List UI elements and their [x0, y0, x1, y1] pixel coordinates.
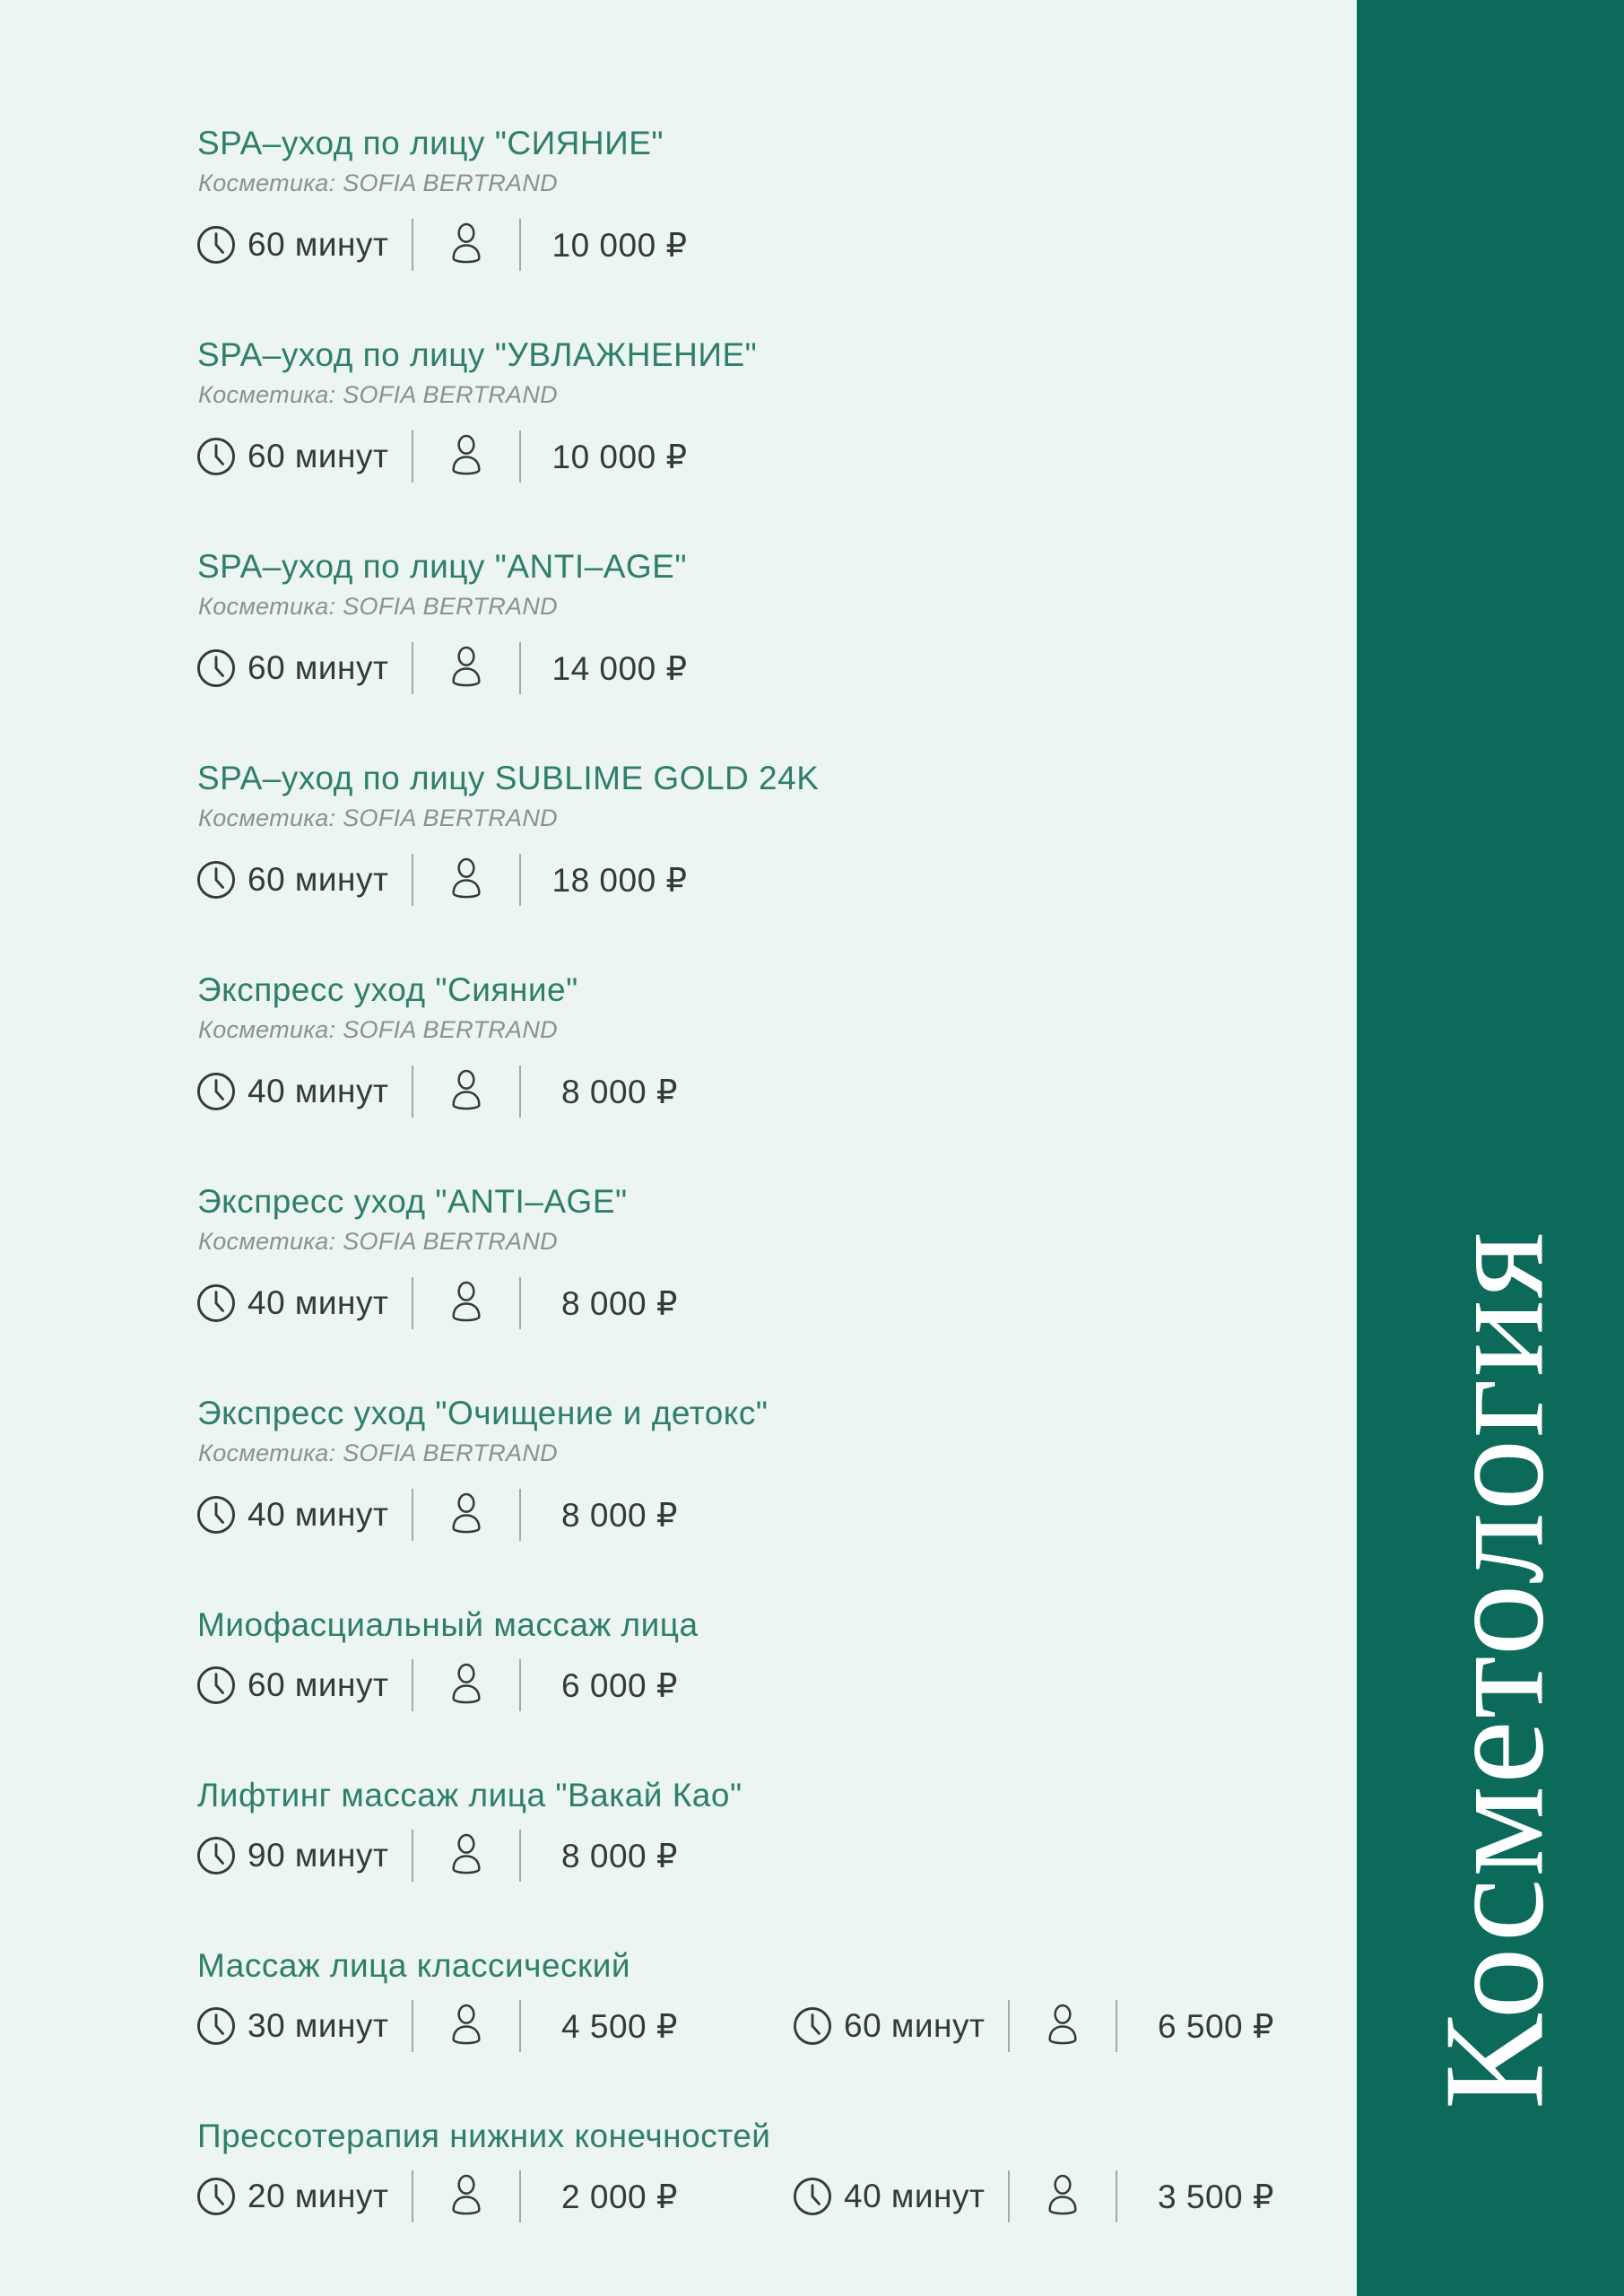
service-options-row [195, 1487, 1370, 1543]
service-option [195, 1064, 718, 1119]
service-option [195, 1998, 718, 2054]
price-label: 8 000 ₽ [561, 1284, 678, 1322]
service-title: SPA–уход по лицу SUBLIME GOLD 24K [197, 760, 820, 796]
service-options-row [195, 852, 1370, 908]
person-icon [413, 222, 519, 268]
duration-label: 60 минут [844, 2007, 986, 2044]
person-icon [413, 1280, 519, 1326]
service-subtitle: Косметика: SOFIA BERTRAND [198, 1439, 558, 1466]
clock-icon [195, 859, 237, 900]
duration-label: 20 минут [248, 2178, 389, 2214]
duration-label: 60 минут [248, 861, 389, 898]
person-icon [413, 433, 519, 480]
clock-icon [195, 2005, 237, 2047]
person-icon [413, 1832, 519, 1879]
duration-label: 60 минут [248, 438, 389, 474]
service-title: Экспресс уход "ANTI–AGE" [197, 1183, 628, 1220]
service-item [195, 970, 1370, 1119]
person-icon [413, 2003, 519, 2049]
service-title: Миофасциальный массаж лица [197, 1606, 699, 1643]
person-icon [1010, 2003, 1116, 2049]
service-list [195, 124, 1370, 2287]
price-label: 6 000 ₽ [561, 1666, 678, 1704]
service-item [195, 1946, 1370, 2054]
service-title: Прессотерапия нижних конечностей [197, 2118, 771, 2154]
clock-icon [195, 2176, 237, 2217]
clock-icon [195, 1283, 237, 1324]
service-option [195, 640, 718, 696]
service-subtitle: Косметика: SOFIA BERTRAND [198, 170, 558, 196]
price-label: 3 500 ₽ [1158, 2178, 1274, 2215]
service-option [195, 217, 718, 273]
service-subtitle: Косметика: SOFIA BERTRAND [198, 381, 558, 408]
price-label: 14 000 ₽ [551, 649, 688, 687]
service-options-row [195, 217, 1370, 273]
service-item [195, 547, 1370, 696]
service-options-row [195, 1998, 1370, 2054]
service-options-row [195, 640, 1370, 696]
price-label: 2 000 ₽ [561, 2178, 678, 2215]
service-item [195, 759, 1370, 908]
service-option [195, 1487, 718, 1543]
service-options-row [195, 2169, 1370, 2224]
service-options-row [195, 1064, 1370, 1119]
duration-label: 90 минут [248, 1837, 389, 1874]
clock-icon [195, 224, 237, 265]
clock-icon [195, 648, 237, 689]
service-title: Экспресс уход "Очищение и детокс" [197, 1395, 769, 1431]
person-icon [413, 1492, 519, 1538]
service-option [195, 2169, 718, 2224]
duration-label: 30 минут [248, 2007, 389, 2044]
service-title: SPA–уход по лицу "УВЛАЖНЕНИЕ" [197, 336, 758, 373]
duration-label: 40 минут [248, 1073, 389, 1109]
service-item [195, 2117, 1370, 2224]
service-option [195, 852, 718, 908]
price-label: 18 000 ₽ [551, 861, 688, 899]
service-option [792, 2169, 1315, 2224]
service-title: Массаж лица классический [197, 1947, 631, 1984]
duration-label: 60 минут [248, 649, 389, 686]
duration-label: 60 минут [248, 226, 389, 263]
service-option [195, 1828, 718, 1883]
person-icon [413, 645, 519, 691]
duration-label: 40 минут [248, 1284, 389, 1321]
clock-icon [195, 1071, 237, 1112]
price-label: 4 500 ₽ [561, 2007, 678, 2045]
service-subtitle: Косметика: SOFIA BERTRAND [198, 1228, 558, 1255]
price-label: 8 000 ₽ [561, 1496, 678, 1534]
person-icon [1010, 2173, 1116, 2220]
service-item [195, 1776, 1370, 1883]
service-title: Экспресс уход "Сияние" [197, 971, 578, 1008]
service-title: SPA–уход по лицу "ANTI–AGE" [197, 548, 687, 585]
service-item [195, 1605, 1370, 1713]
service-subtitle: Косметика: SOFIA BERTRAND [198, 804, 558, 831]
service-options-row [195, 1828, 1370, 1883]
duration-label: 40 минут [844, 2178, 986, 2214]
duration-label: 60 минут [248, 1666, 389, 1703]
person-icon [413, 1068, 519, 1115]
duration-label: 40 минут [248, 1496, 389, 1533]
category-band-label: Косметология [1413, 1230, 1574, 2110]
price-label: 8 000 ₽ [561, 1073, 678, 1110]
price-label: 10 000 ₽ [551, 226, 688, 264]
person-icon [413, 2173, 519, 2220]
service-item [195, 1394, 1370, 1543]
price-label: 6 500 ₽ [1158, 2007, 1274, 2045]
service-title: SPA–уход по лицу "СИЯНИЕ" [197, 125, 664, 161]
person-icon [413, 1662, 519, 1709]
clock-icon [792, 2005, 833, 2047]
service-option [195, 429, 718, 484]
service-subtitle: Косметика: SOFIA BERTRAND [198, 1016, 558, 1043]
clock-icon [195, 1494, 237, 1535]
service-item [195, 124, 1370, 273]
price-label: 8 000 ₽ [561, 1837, 678, 1874]
price-label: 10 000 ₽ [551, 438, 688, 475]
clock-icon [195, 1835, 237, 1876]
service-options-row [195, 1275, 1370, 1331]
service-option [195, 1275, 718, 1331]
service-options-row [195, 1657, 1370, 1713]
service-subtitle: Косметика: SOFIA BERTRAND [198, 593, 558, 620]
service-option [792, 1998, 1315, 2054]
service-title: Лифтинг массаж лица "Вакай Као" [197, 1777, 743, 1813]
clock-icon [195, 436, 237, 477]
person-icon [413, 857, 519, 903]
service-option [195, 1657, 718, 1713]
service-options-row [195, 429, 1370, 484]
service-item [195, 335, 1370, 484]
service-item [195, 1182, 1370, 1331]
clock-icon [195, 1665, 237, 1706]
clock-icon [792, 2176, 833, 2217]
